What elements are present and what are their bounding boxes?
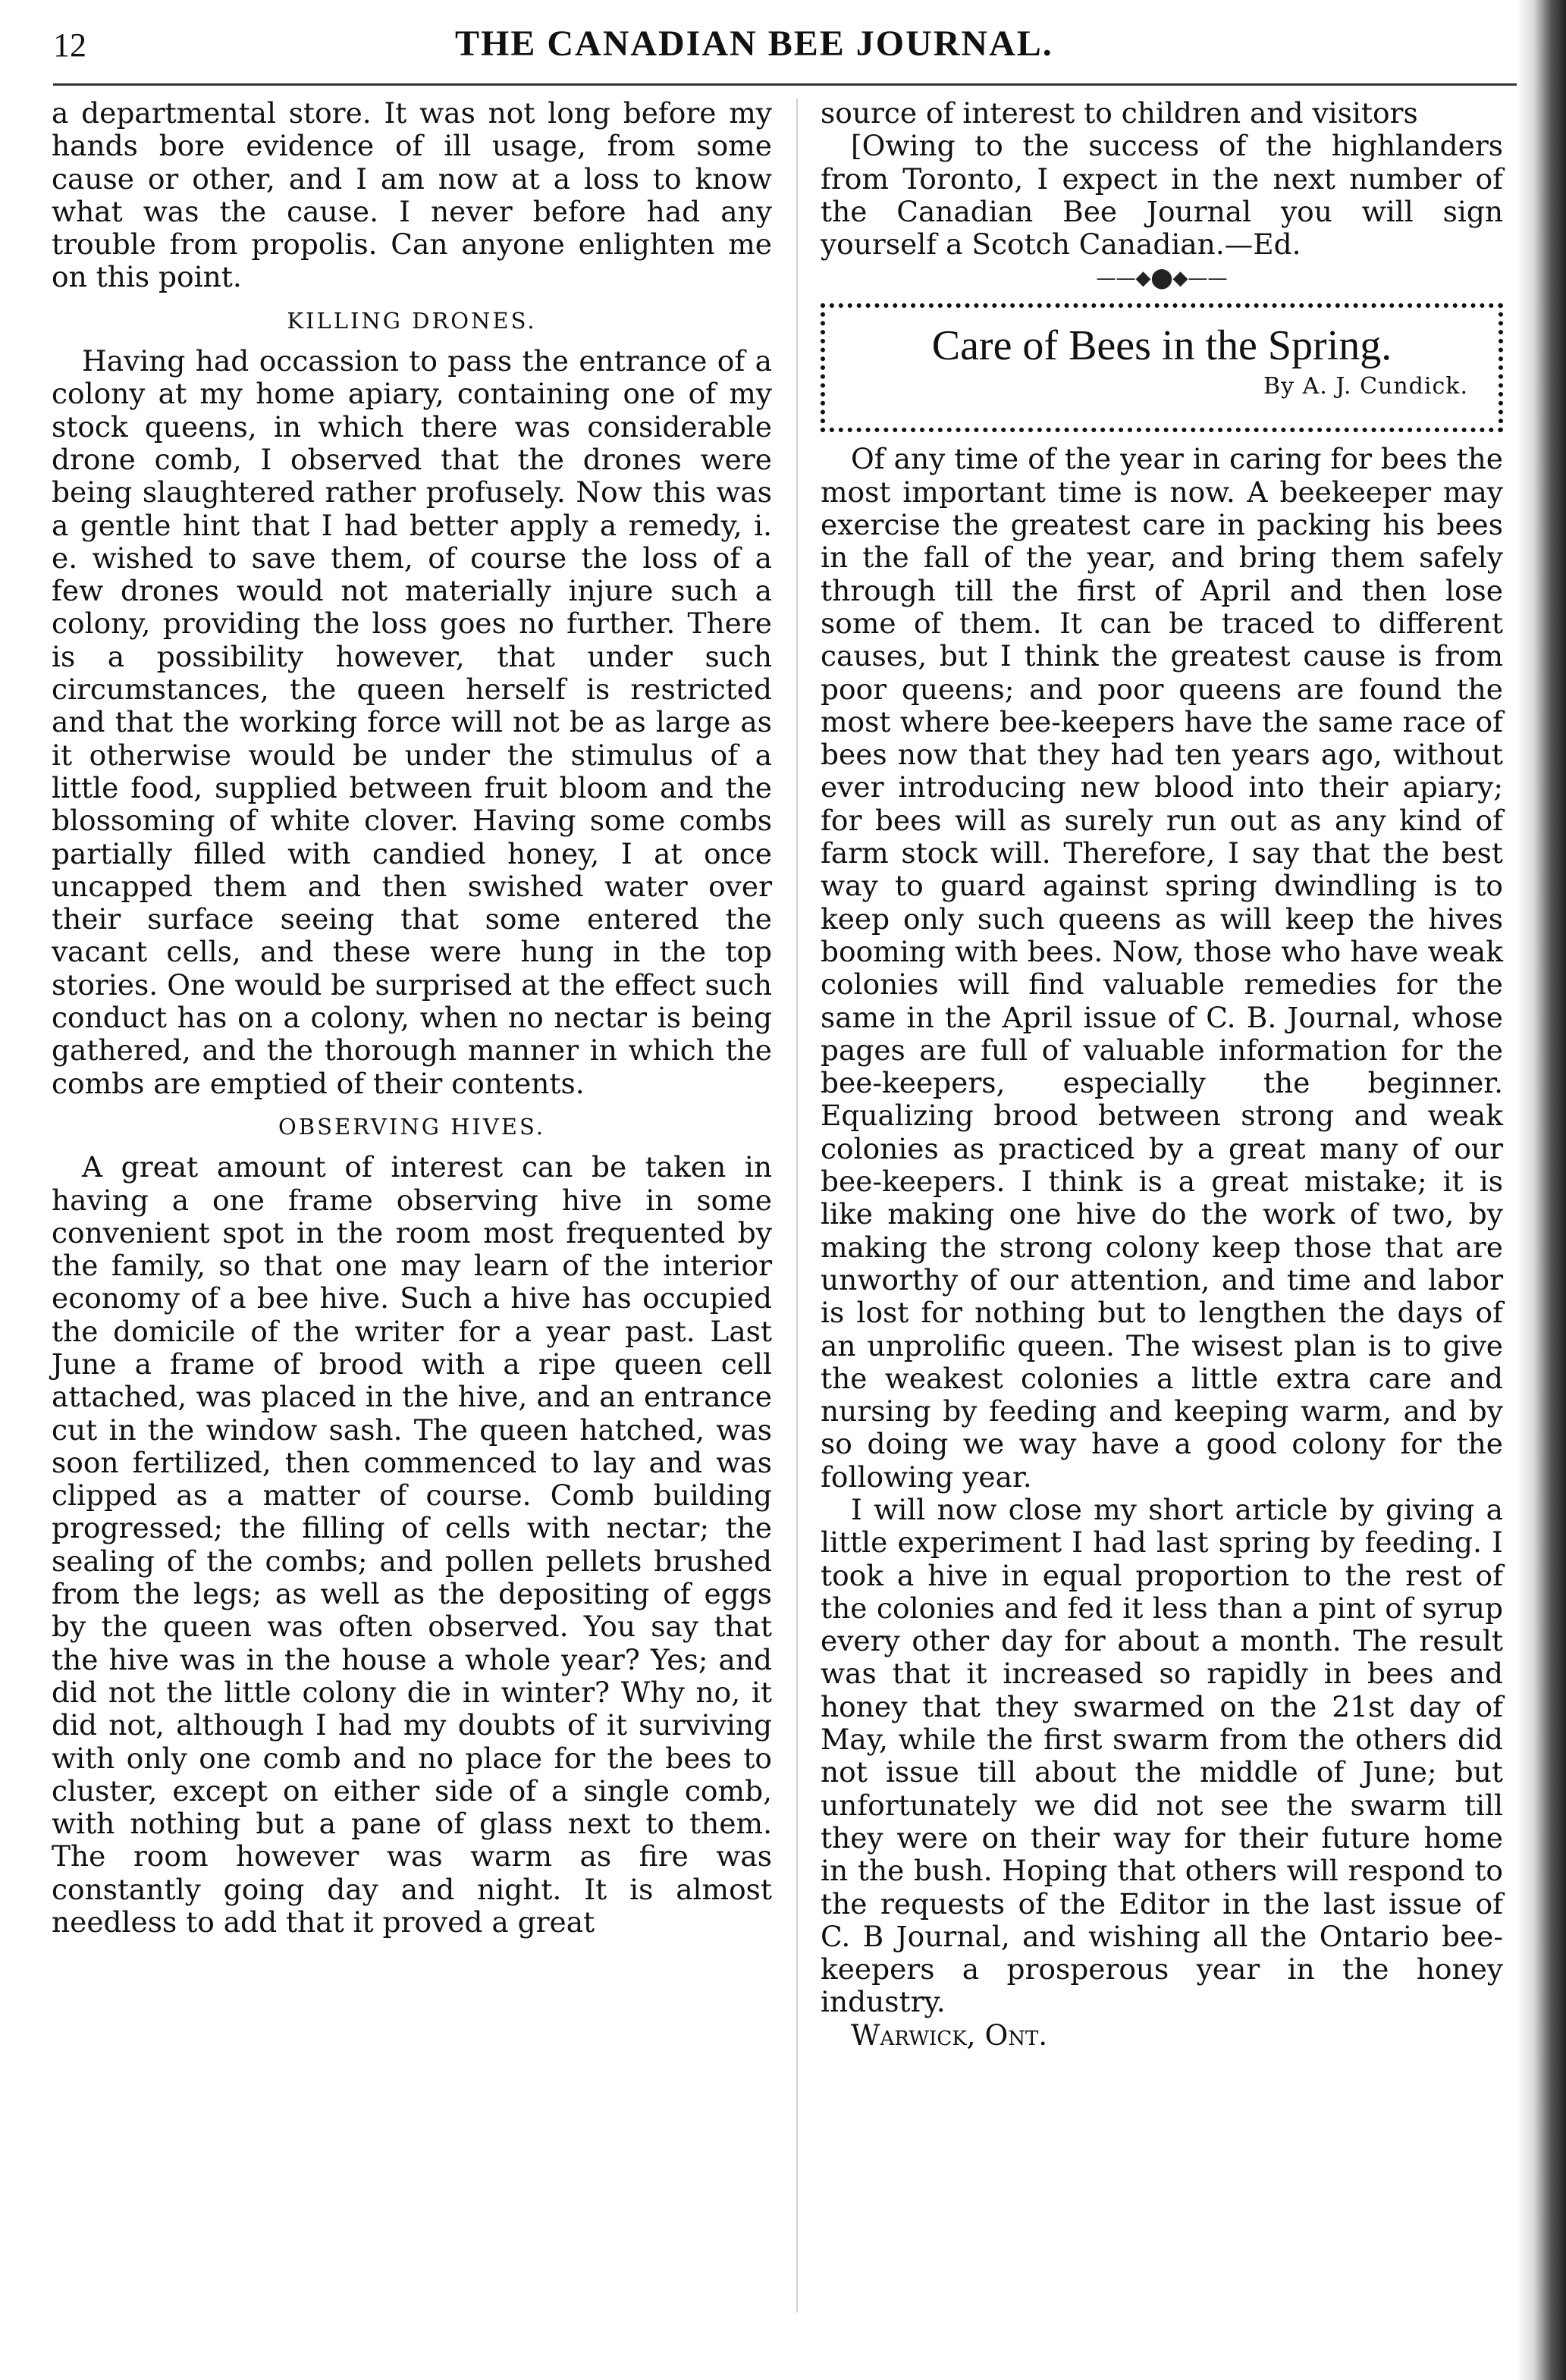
killing-drones-paragraph: Having had occassion to pass the entrance of a colony at my home apiary, containing one of my stock queens, in which there was considerable drone comb, I observed that the drones were being slaughtered rather profusely. Now this was a gentle hint that I had better apply a remedy, i. e. wished to save them, of course the loss of a few drones would not materially injure such a colony, providing the loss goes no further. There is a possibility however, that under such circumstances, the queen herself is restricted and that the working force will not be as large as it otherwise would be under the stimulus of a little food, supplied between fruit bloom and the blossoming of white clover. Having some combs partially filled with candied honey, I at once uncapped them and then swished water over their surface seeing that some entered the vacant cells, and these were hung in the top stories. One would be surprised at the effect such conduct has on a colony, when no nectar is being gathered, and the thorough manner in which the combs are emptied of their contents. <box>52 344 772 1100</box>
left-column <box>52 97 772 1939</box>
page-number: 12 <box>53 27 86 64</box>
running-title: THE CANADIAN BEE JOURNAL. <box>455 24 1053 64</box>
scan-edge-shadow <box>1517 0 1566 2380</box>
intro-paragraph: a departmental store. It was not long before my hands bore evidence of ill usage, from some cause or other, and I am now at a loss to know what was the cause. I never before had any trouble from propolis. Can anyone enlighten me on this point. <box>52 96 772 294</box>
column-divider <box>796 99 798 2313</box>
article-title-box <box>821 303 1503 432</box>
page-header <box>53 17 1145 70</box>
article-paragraph-2: I will now close my short article by giving a little experiment I had last spring by feeding. I took a hive in equal proportion to the rest of the colonies and fed it less than a pint of syrup every other day for about a month. The result was that it increased so rapidly in bees and honey that they swarmed on the 21st day of May, while the first swarm from the others did not issue till about the middle of June; but unfortunately we did not see the swarm till they were on their way for their future home in the bush. Hoping that others will respond to the requests of the Editor in the last issue of C. B Journal, and wishing all the Ontario bee-keepers a prosperous year in the honey industry. <box>821 1492 1503 2019</box>
article-signature: Warwick, Ont. <box>851 2018 1048 2052</box>
editor-note: [Owing to the success of the highlanders from Toronto, I expect in the next number of the Canadian Bee Journal you will sign yourself a Scotch Canadian.—Ed. <box>821 129 1503 262</box>
article-byline: By A. J. Cundick. <box>1263 373 1468 400</box>
right-column <box>821 97 1503 2052</box>
section-heading-observing-hives: OBSERVING HIVES. <box>278 1113 545 1140</box>
ornament-divider: ——◆⬤◆—— <box>1096 267 1228 290</box>
article-paragraph-1: Of any time of the year in caring for bees the most important time is now. A beekeeper may exercise the greatest care in packing his bees in the fall of the year, and bring them safely through till the first of April and then lose some of them. It can be traced to different causes, but I think the greatest cause is from poor queens; and poor queens are found the most where bee-keepers have the same race of bees now that they had ten years ago, without ever introducing new blood into their apiary; for bees will as surely run out as any kind of farm stock will. Therefore, I say that the best way to guard against spring dwindling is to keep only such queens as will keep the hives booming with bees. Now, those who have weak colonies will find valuable remedies for the same in the April issue of C. B. Journal, whose pages are full of valuable information for the bee-keepers, especially the beginner. Equalizing brood between strong and weak colonies as practiced by a great many of our bee-keepers. I think is a great mistake; it is like making one hive do the work of two, by making the strong colony keep those that are unworthy of our attention, and time and labor is lost for nothing but to lengthen the days of an unprolific queen. The wisest plan is to give the weakest colonies a little extra care and nursing by feeding and keeping warm, and by so doing we way have a good colony for the following year. <box>821 442 1503 1494</box>
continuation-line: source of interest to children and visitors <box>821 96 1418 130</box>
observing-hives-paragraph: A great amount of interest can be taken in having a one frame observing hive in some convenient spot in the room most frequented by the family, so that one may learn of the interior economy of a bee hive. Such a hive has occupied the domicile of the writer for a year past. Last June a frame of brood with a ripe queen cell attached, was placed in the hive, and an entrance cut in the window sash. The queen hatched, was soon fertilized, then commenced to lay and was clipped as a matter of course. Comb building progressed; the filling of cells with nectar; the sealing of the combs; and pollen pellets brushed from the legs; as well as the depositing of eggs by the queen was often observed. You say that the hive was in the house a whole year? Yes; and did not the little colony die in winter? Why no, it did not, although I had my doubts of it surviving with only one comb and no place for the bees to cluster, except on either side of a single comb, with nothing but a pane of glass next to them. The room however was warm as fire was constantly going day and night. It is almost needless to add that it proved a great <box>52 1150 772 1939</box>
section-heading-killing-drones: KILLING DRONES. <box>287 307 537 334</box>
article-title: Care of Bees in the Spring. <box>931 322 1392 370</box>
header-rule <box>53 83 1528 86</box>
